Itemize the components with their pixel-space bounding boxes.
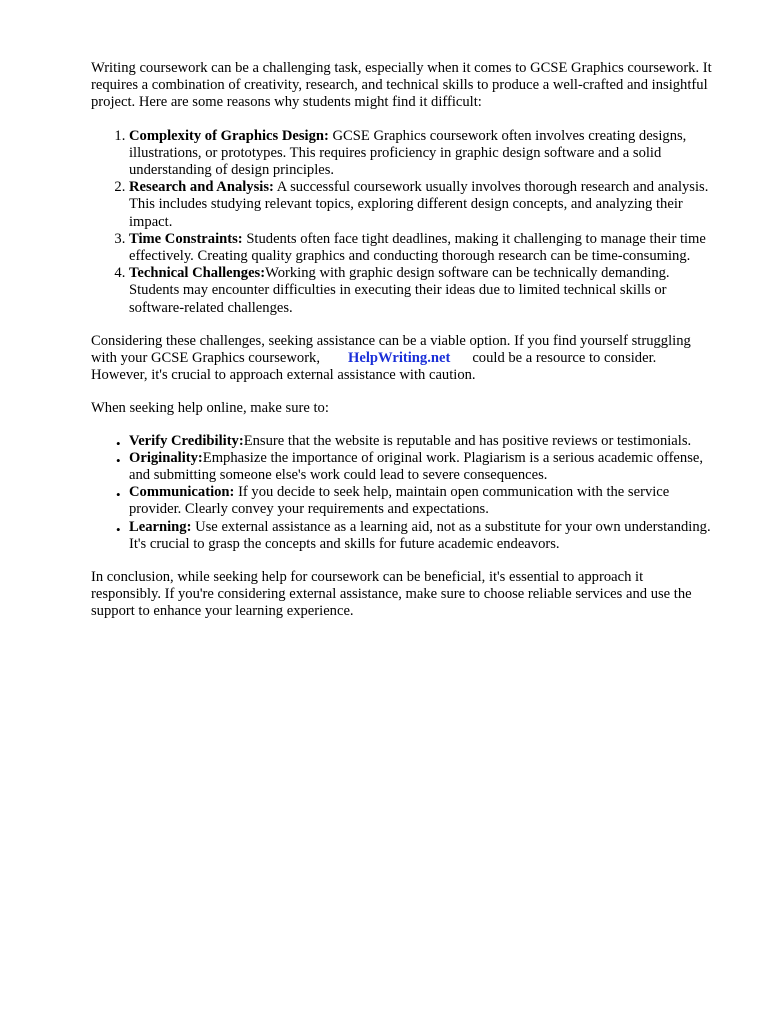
document-page [91,60,713,621]
bullet-icon: • [116,452,121,468]
reasons-list [91,128,713,317]
reason-text: GCSE Graphics coursework often involves creating designs, illustrations, or prototypes. This requires proficiency in graphic design software and a solid understanding of design principles. [129,127,687,179]
tip-text: Ensure that the website is reputable and has positive reviews or testimonials. [243,432,692,449]
tip-item [116,449,713,484]
tips-list [91,433,713,553]
tip-term: Originality: [129,449,203,466]
tip-text: If you decide to seek help, maintain open communication with the service provider. Clearly convey your requirements and expectations. [129,484,670,518]
consider-paragraph [91,333,713,385]
reason-item [129,265,713,317]
tip-term: Communication: [129,484,235,501]
intro-paragraph: Writing coursework can be a challenging task, especially when it comes to GCSE Graphics coursework. It requires a combination of creativity, research, and technical skills to produce a well-crafted and insightful project. Here are some reasons why students might find it difficult: [91,60,712,111]
conclusion-paragraph: In conclusion, while seeking help for coursework can be beneficial, it's essential to approach it responsibly. If you're considering external assistance, make sure to choose reliable services and use the support to enhance your learning experience. [91,569,692,620]
consider-text-after: could be a resource to consider. However, it's crucial to approach external assistance with caution. [91,350,657,384]
reason-text: Working with graphic design software can be technically demanding. Students may encounter difficulties in executing their ideas due to limited technical skills or software-related challenges. [129,265,670,316]
helpwriting-link[interactable]: HelpWriting.net [348,350,451,367]
bullet-icon: • [116,487,121,503]
tip-item [116,484,713,518]
tip-item [116,518,713,553]
reason-item [129,179,713,231]
tip-text: Use external assistance as a learning aid, not as a substitute for your own understanding. It's crucial to grasp the concepts and skills for future academic endeavors. [129,518,711,552]
tip-term: Verify Credibility: [129,432,244,449]
reason-text: Students often face tight deadlines, making it challenging to manage their time effectively. Creating quality graphics and conducting thorough research can be time-consuming. [129,230,706,265]
consider-text-before: Considering these challenges, seeking assistance can be a viable option. If you find yourself struggling with your GCSE Graphics coursework, [91,332,691,367]
tip-item [116,432,713,451]
reason-item [129,231,713,265]
reason-term: Complexity of Graphics Design: [129,127,329,144]
tip-text: Emphasize the importance of original work. Plagiarism is a serious academic offense, and submitting someone else's work could lead to severe consequences. [129,449,704,484]
reason-text: A successful coursework usually involves thorough research and analysis. This includes studying relevant topics, exploring different design concepts, and analyzing their impact. [129,179,709,230]
bullet-icon: • [116,435,121,451]
when-paragraph: When seeking help online, make sure to: [91,400,329,417]
bullet-icon: • [116,521,121,537]
reason-term: Research and Analysis: [129,179,274,196]
reason-item [129,128,713,180]
reason-term: Time Constraints: [129,230,243,247]
tip-term: Learning: [129,518,192,535]
reason-term: Technical Challenges: [129,265,266,282]
